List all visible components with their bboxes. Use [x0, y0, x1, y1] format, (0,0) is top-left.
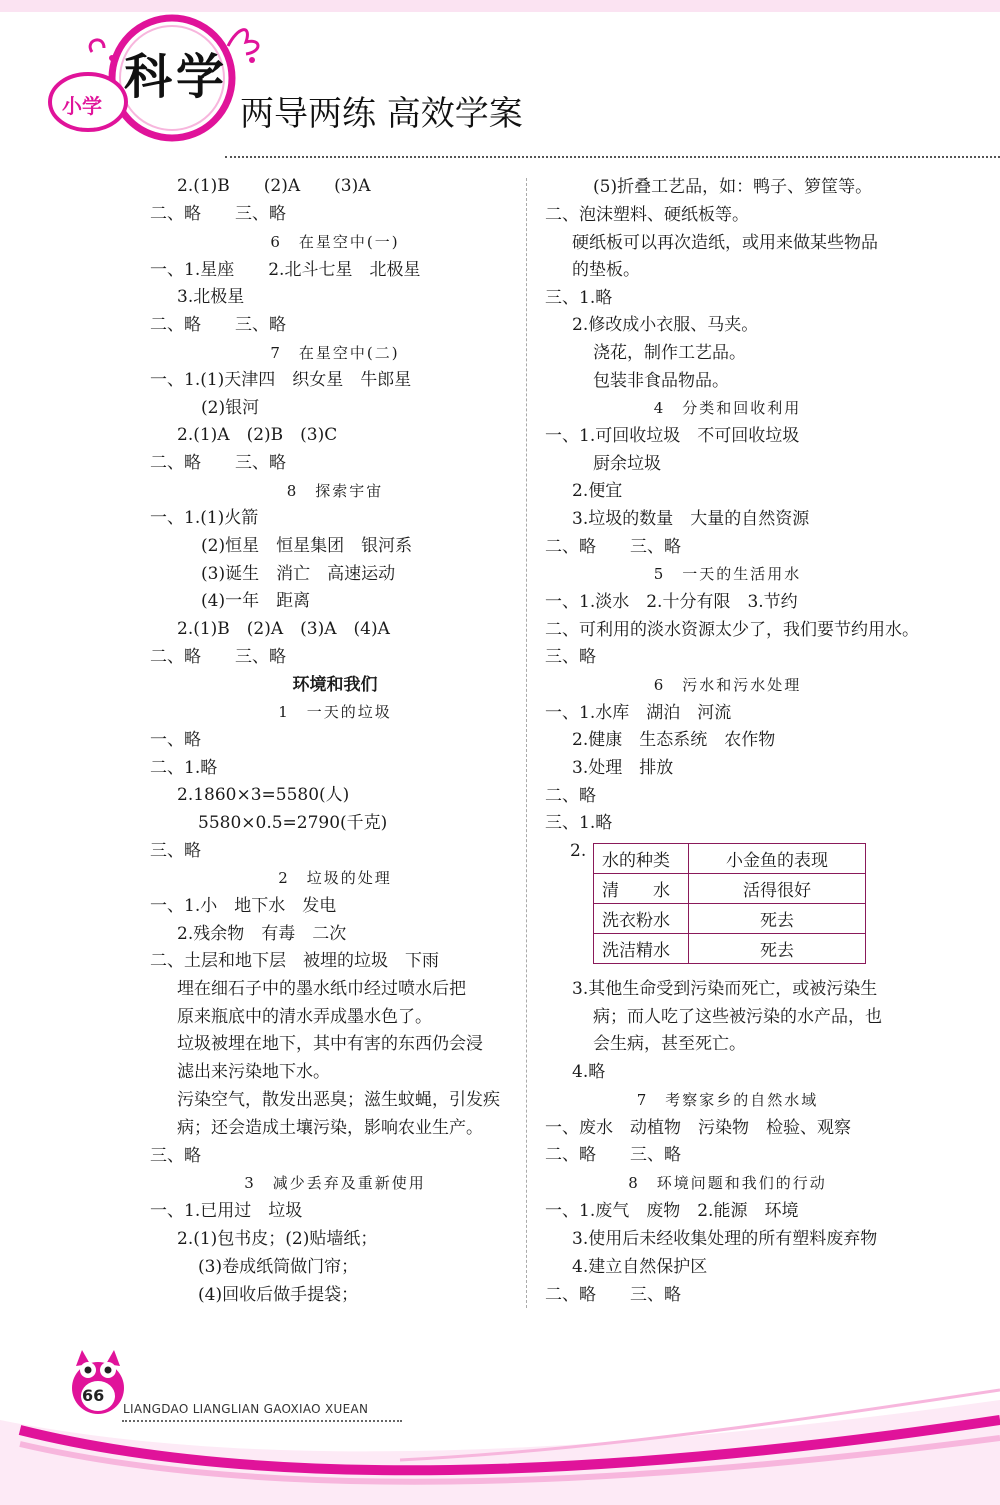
table-cell: 活得很好: [689, 874, 866, 904]
section-heading: 4 分类和回收利用: [653, 399, 802, 417]
table-row: [594, 904, 866, 934]
answer-line: 2.修改成小衣服、马夹。: [572, 315, 759, 335]
answer-line: 二、略 三、略: [545, 537, 681, 557]
answer-line: (4)一年 距离: [201, 591, 311, 611]
answer-line: 会生病，甚至死亡。: [593, 1034, 746, 1054]
book-title: 两导两练 高效学案: [240, 94, 523, 134]
footer-dotted-rule: [122, 1420, 402, 1422]
answer-line: 3.使用后未经收集处理的所有塑料废弃物: [572, 1229, 878, 1249]
answer-line: 2.(1)包书皮；(2)贴墙纸；: [177, 1229, 378, 1249]
answer-line: 三、1.略: [545, 288, 613, 308]
answer-line: (2)银河: [201, 398, 260, 418]
answer-line: 一、1.小 地下水 发电: [150, 896, 337, 916]
answer-line: 二、可利用的淡水资源太少了，我们要节约用水。: [545, 620, 919, 640]
answer-line: 一、略: [150, 730, 201, 750]
answer-line: 二、略 三、略: [545, 1145, 681, 1165]
answer-line: 二、略 三、略: [150, 647, 286, 667]
column-divider: [526, 178, 527, 1308]
section-heading: 6 在星空中(一): [270, 233, 400, 251]
section-heading: 5 一天的生活用水: [653, 565, 802, 583]
answer-line: 二、1.略: [150, 758, 218, 778]
section-heading: 6 污水和污水处理: [653, 676, 802, 694]
subject-badge-title: 科学: [124, 49, 229, 105]
footer-swoosh: [0, 1360, 1000, 1505]
table-row: [594, 874, 866, 904]
answer-line: 4.略: [572, 1062, 606, 1082]
unit-title: 环境和我们: [292, 675, 378, 695]
section-heading: 7 在星空中(二): [270, 344, 400, 362]
owl-icon: [68, 1344, 128, 1416]
answer-line: 3.垃圾的数量 大量的自然资源: [572, 509, 810, 529]
answer-line: 滤出来污染地下水。: [177, 1062, 330, 1082]
answer-line: 5580×0.5=2790(千克): [198, 813, 388, 833]
answer-line: 一、1.(1)天津四 织女星 牛郎星: [150, 370, 412, 390]
answer-line: 二、略 三、略: [150, 453, 286, 473]
answer-line: (2)恒星 恒星集团 银河系: [201, 536, 413, 556]
section-heading: 8 环境问题和我们的行动: [628, 1174, 827, 1192]
goldfish-water-table: [593, 843, 866, 964]
answer-line: 硬纸板可以再次造纸，或用来做某些物品: [572, 233, 878, 253]
answer-line: (4)回收后做手提袋；: [198, 1285, 359, 1305]
answer-line: 3.处理 排放: [572, 758, 674, 778]
answer-line: 4.建立自然保护区: [572, 1257, 708, 1277]
answer-line: 二、略 三、略: [150, 204, 286, 224]
answer-line: 垃圾被埋在地下，其中有害的东西仍会浸: [177, 1034, 483, 1054]
answer-line: 2.: [570, 841, 587, 861]
answer-line: 2.(1)B (2)A (3)A: [177, 176, 371, 196]
answer-line: 二、略 三、略: [545, 1285, 681, 1305]
table-cell: 死去: [689, 934, 866, 964]
section-heading: 1 一天的垃圾: [278, 703, 392, 721]
answer-line: 3.其他生命受到污染而死亡，或被污染生: [572, 979, 878, 999]
subject-badge-small: 小学: [62, 94, 102, 118]
answer-line: 2.(1)A (2)B (3)C: [177, 425, 338, 445]
answer-line: 病；还会造成土壤污染，影响农业生产。: [177, 1118, 483, 1138]
section-heading: 3 减少丢弃及重新使用: [244, 1174, 426, 1192]
answer-line: 二、略 三、略: [150, 315, 286, 335]
answer-line: 三、略: [545, 647, 596, 667]
answer-line: 埋在细石子中的墨水纸巾经过喷水后把: [177, 979, 466, 999]
answer-line: 二、略: [545, 786, 596, 806]
answer-line: 浇花，制作工艺品。: [593, 343, 746, 363]
answer-line: 原来瓶底中的清水弄成墨水色了。: [177, 1007, 432, 1027]
table-cell: 洗洁精水: [594, 934, 689, 964]
answer-line: 三、略: [150, 841, 201, 861]
answer-line: (3)诞生 消亡 高速运动: [201, 564, 396, 584]
answer-line: 2.1860×3=5580(人): [177, 785, 350, 805]
table-cell: 洗衣粉水: [594, 904, 689, 934]
answer-line: 三、略: [150, 1146, 201, 1166]
answer-line: 厨余垃圾: [593, 454, 661, 474]
section-heading: 7 考察家乡的自然水域: [636, 1091, 819, 1109]
answer-line: 2.残余物 有毒 二次: [177, 924, 347, 944]
answer-line: 2.健康 生态系统 农作物: [572, 730, 776, 750]
answer-line: 一、1.水库 湖泊 河流: [545, 703, 732, 723]
answer-line: 一、1.已用过 垃圾: [150, 1201, 303, 1221]
table-header-cell: 小金鱼的表现: [689, 844, 866, 874]
answer-line: 一、1.星座 2.北斗七星 北极星: [150, 260, 421, 280]
section-heading: 2 垃圾的处理: [278, 869, 392, 887]
answer-line: 三、1.略: [545, 813, 613, 833]
answer-line: 的垫板。: [572, 260, 640, 280]
answer-line: 包装非食品物品。: [593, 371, 729, 391]
answer-line: 2.(1)B (2)A (3)A (4)A: [177, 619, 390, 639]
answer-line: 二、土层和地下层 被埋的垃圾 下雨: [150, 951, 439, 971]
page-number: 66: [82, 1386, 105, 1405]
table-header-row: [594, 844, 866, 874]
answer-line: 污染空气，散发出恶臭；滋生蚊蝇，引发疾: [177, 1090, 500, 1110]
answer-line: 2.便宜: [572, 481, 623, 501]
section-heading: 8 探索宇宙: [286, 482, 384, 500]
answer-line: 二、泡沫塑料、硬纸板等。: [545, 205, 749, 225]
header-dotted-rule: [225, 156, 1000, 158]
answer-line: 3.北极星: [177, 287, 245, 307]
table-row: [594, 934, 866, 964]
answer-line: 一、废水 动植物 污染物 检验、观察: [545, 1118, 851, 1138]
table-header-cell: 水的种类: [594, 844, 689, 874]
footer-pinyin: LIANGDAO LIANGLIAN GAOXIAO XUEAN: [123, 1402, 369, 1416]
answer-line: 一、1.(1)火箭: [150, 508, 259, 528]
table-cell: 清 水: [594, 874, 689, 904]
answer-line: 一、1.淡水 2.十分有限 3.节约: [545, 592, 798, 612]
answer-line: 一、1.可回收垃圾 不可回收垃圾: [545, 426, 800, 446]
answer-line: 一、1.废气 废物 2.能源 环境: [545, 1201, 799, 1221]
answer-line: (5)折叠工艺品，如：鸭子、箩筐等。: [593, 177, 873, 197]
table-cell: 死去: [689, 904, 866, 934]
answer-line: 病；而人吃了这些被污染的水产品，也: [593, 1007, 882, 1027]
answer-line: (3)卷成纸筒做门帘；: [198, 1257, 359, 1277]
